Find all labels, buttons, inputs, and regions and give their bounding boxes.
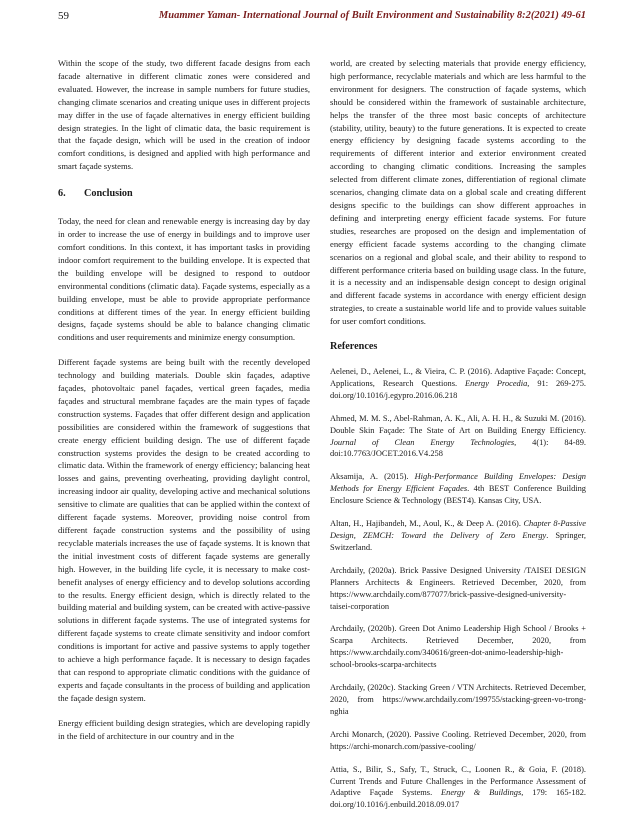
- conclusion-paragraph-1: Today, the need for clean and renewable energy is increasing day by day in order to increase the use of energy in buildings and to improve user comfort conditions. In this context, it has important tasks in providing indoor comfort requirement to the building envelope. It is expected that the building envelope will be designed to respond to outdoor environmental conditions (climatic data). Façade systems, especially as a building envelope, must be able to provide appropriate performance conditions at different times of the year. In energy efficient building designs, façade systems should be able to balance changing climatic conditions and user requirements and minimize energy consumption.: [58, 216, 310, 343]
- reference-list: [330, 366, 586, 811]
- page-header: [58, 10, 586, 26]
- reference-item: Aelenei, D., Aelenei, L., & Vieira, C. P. (2016). Adaptive Façade: Concept, Applications, Research Questions. Energy Procedia, 91: 269-275. doi.org/10.1016/j.egypro.2016.06.218: [330, 367, 586, 400]
- section-number: 6.: [58, 188, 66, 200]
- journal-citation: Muammer Yaman- International Journal of Built Environment and Sustainability 8:2(2021) 49-61: [158, 10, 586, 21]
- left-column: [58, 57, 310, 743]
- conclusion-paragraph-4: world, are created by selecting materials that provide energy efficiency, high performance, recyclable materials and which are less harmful to the environment for designers. The construction of façade systems, which should be considered within the framework of sustainable architecture, helps the transfer of the three most basic concepts of architecture (stability, utility, beauty) to the future generations. It is expected to create energy efficiency by designing facade systems according to the requirements of different interior and exterior environment created according to changing climatic conditions. Increasing the samples selected from different climate zones, differentiation of regional climate scenarios, changing climate data on a global scale and creating different designs specific to the buildings can show different approaches in defining and interpreting energy efficient facade systems. For future studies, researches are proposed on the design and implementation of energy efficient facade systems according to the changing climate scenarios on a regional and global scale, and their ability to respond to different performance criteria based on building usage class. In the future, it is a necessity and an indispensable design concept to design original and different facade systems in accordance with energy efficient design strategies, to create a sustainable world life and to provide values suitable for user comfort conditions.: [330, 58, 586, 327]
- intro-paragraph: Within the scope of the study, two different facade designs from each facade alternative in different climatic zones were considered and evaluated. However, the increase in sample numbers for future studies, changing climate scenarios and creating unique uses in different projects may differ in the use of façade alternatives in energy efficient building design strategies. In the light of climatic data, the basic requirement is that the façade design, which will be used in the creation of indoor comfort conditions, is designed and applied with high performance and smart façade systems.: [58, 58, 310, 172]
- reference-item: Attia, S., Bilir, S., Safy, T., Struck, C., Loonen R., & Goia, F. (2018). Current Trends and Future Challenges in the Performance Assessment of Adaptive Façade Systems. Energy & Buildings, 179: 165-182. doi.org/10.1016/j.enbuild.2018.09.017: [330, 764, 586, 810]
- reference-item: Archi Monarch, (2020). Passive Cooling. Retrieved December, 2020, from https://archi-monarch.com/passive-cooling/: [330, 729, 586, 751]
- reference-item: Aksamija, A. (2015). High-Performance Building Envelopes: Design Methods for Energy Efficient Façades. 4th BEST Conference Building Enclosure Science & Technology (BEST4). Kansas City, USA.: [330, 472, 586, 506]
- reference-item: Archdaily, (2020c). Stacking Green / VTN Architects. Retrieved December, 2020, from https://www.archdaily.com/199755/stacking-green-vo-trong-nghia: [330, 683, 586, 716]
- references-heading: References: [330, 341, 378, 353]
- reference-item: Ahmed, M. M. S., Abel-Rahman, A. K., Ali, A. H. H., & Suzuki M. (2016). Double Skin Façade: The State of Art on Building Energy Efficiency. Journal of Clean Energy Technologies, 4(1): 84-89. doi:10.7763/JOCET.2016.V4.258: [330, 413, 586, 459]
- reference-item: Archdaily, (2020a). Brick Passive Designed University /TAISEI DESIGN Planners Architects & Engineers. Retrieved December, 2020, from https://www.archdaily.com/877077/brick-passive-designed-university-taisei-corporation: [330, 565, 586, 611]
- right-column: [330, 57, 586, 822]
- page-number: 59: [58, 10, 69, 22]
- conclusion-paragraph-3: Energy efficient building design strategies, which are developing rapidly in the field of architecture in our country and in the: [58, 717, 310, 741]
- reference-item: Archdaily, (2020b). Green Dot Animo Leadership High School / Brooks + Scarpa Architects. Retrieved December, 2020, from https://www.archdaily.com/340616/green-dot-animo-leadership-high-school-brooks-scarpa-architects: [330, 624, 586, 670]
- section-heading: [58, 187, 310, 201]
- conclusion-paragraph-2: Different façade systems are being built with the recently developed technology and building materials. Double skin façades, adaptive façades, photovoltaic panel façades, vertical green façades, media façades and structural membrane façades are the main types of façade construction systems. Façades that offer different design and application possibilities are considered within the framework of suggestions that create energy efficient building design. The use of different façade construction systems provides the design to be created according to climatic data. Within the framework of energy efficiency; balancing heat losses and gains, preventing overheating, providing daylight control, increasing indoor air quality, developing active and mechanical solutions sensitive to climate are qualities that can be applied within the context of different façade systems. Moreover, providing noise control from different façade construction systems and the possibility of using recyclable materials increases the use of façade systems. It is known that the initial investment costs of different façade systems are generally high. However, in the building life cycle, it is necessary to make cost-benefit analyses of energy efficiency and to develop solutions according to the results. Energy efficient design, which is directly related to the building material and building system, can be created with active-passive solutions in different façade systems. The use of integrated systems for different façade systems to create climate sensitivity and indoor comfort conditions is important for active and passive systems to apply together to achieve a high performance façade. It is necessary to design façades that can respond to appropriate climatic conditions with the guidance of experts and façade consultants in the process of building and application the façade design system.: [58, 357, 311, 703]
- reference-item: Altan, H., Hajibandeh, M., Aoul, K., & Deep A. (2016). Chapter 8-Passive Design, ZEMCH: Toward the Delivery of Zero Energy. Springer, Switzerland.: [330, 519, 587, 552]
- section-title: Conclusion: [84, 188, 133, 200]
